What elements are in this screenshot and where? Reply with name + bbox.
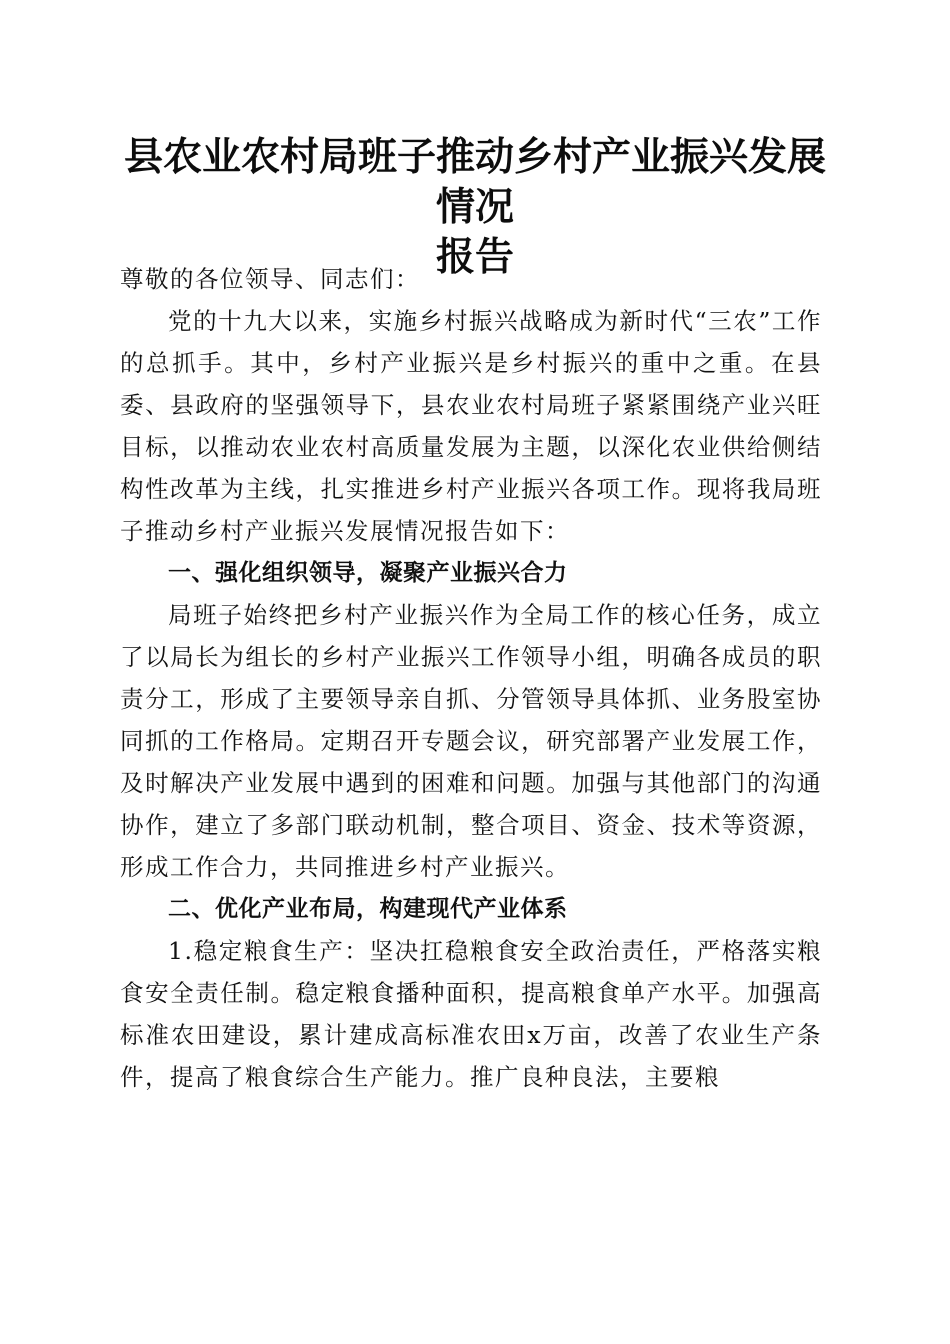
document-body bbox=[120, 258, 822, 1098]
intro-paragraph: 党的十九大以来，实施乡村振兴战略成为新时代“三农”工作的总抓手。其中，乡村产业振兴是乡村振兴的重中之重。在县委、县政府的坚强领导下，县农业农村局班子紧紧围绕产业兴旺目标，以推动农业农村高质量发展为主题，以深化农业供给侧结构性改革为主线，扎实推进乡村产业振兴各项工作。现将我局班子推动乡村产业振兴发展情况报告如下： bbox=[120, 307, 822, 545]
title-line-1: 县农业农村局班子推动乡村产业振兴发展情况 bbox=[123, 135, 826, 230]
section-2-heading: 二、优化产业布局，构建现代产业体系 bbox=[168, 896, 568, 922]
title-line-2: 报告 bbox=[435, 235, 514, 280]
section-1-paragraph: 局班子始终把乡村产业振兴作为全局工作的核心任务，成立了以局长为组长的乡村产业振兴工作领导小组，明确各成员的职责分工，形成了主要领导亲自抓、分管领导具体抓、业务股室协同抓的工作格局。定期召开专题会议，研究部署产业发展工作，及时解决产业发展中遇到的困难和问题。加强与其他部门的沟通协作，建立了多部门联动机制，整合项目、资金、技术等资源，形成工作合力，共同推进乡村产业振兴。 bbox=[120, 601, 822, 881]
section-2-item-1: 1.稳定粮食生产：坚决扛稳粮食安全政治责任，严格落实粮食安全责任制。稳定粮食播种面积，提高粮食单产水平。加强高标准农田建设，累计建成高标准农田x万亩，改善了农业生产条件，提高了粮食综合生产能力。推广良种良法，主要粮 bbox=[120, 937, 822, 1091]
salutation: 尊敬的各位领导、同志们： bbox=[120, 265, 420, 293]
section-1-heading: 一、强化组织领导，凝聚产业振兴合力 bbox=[168, 560, 568, 586]
